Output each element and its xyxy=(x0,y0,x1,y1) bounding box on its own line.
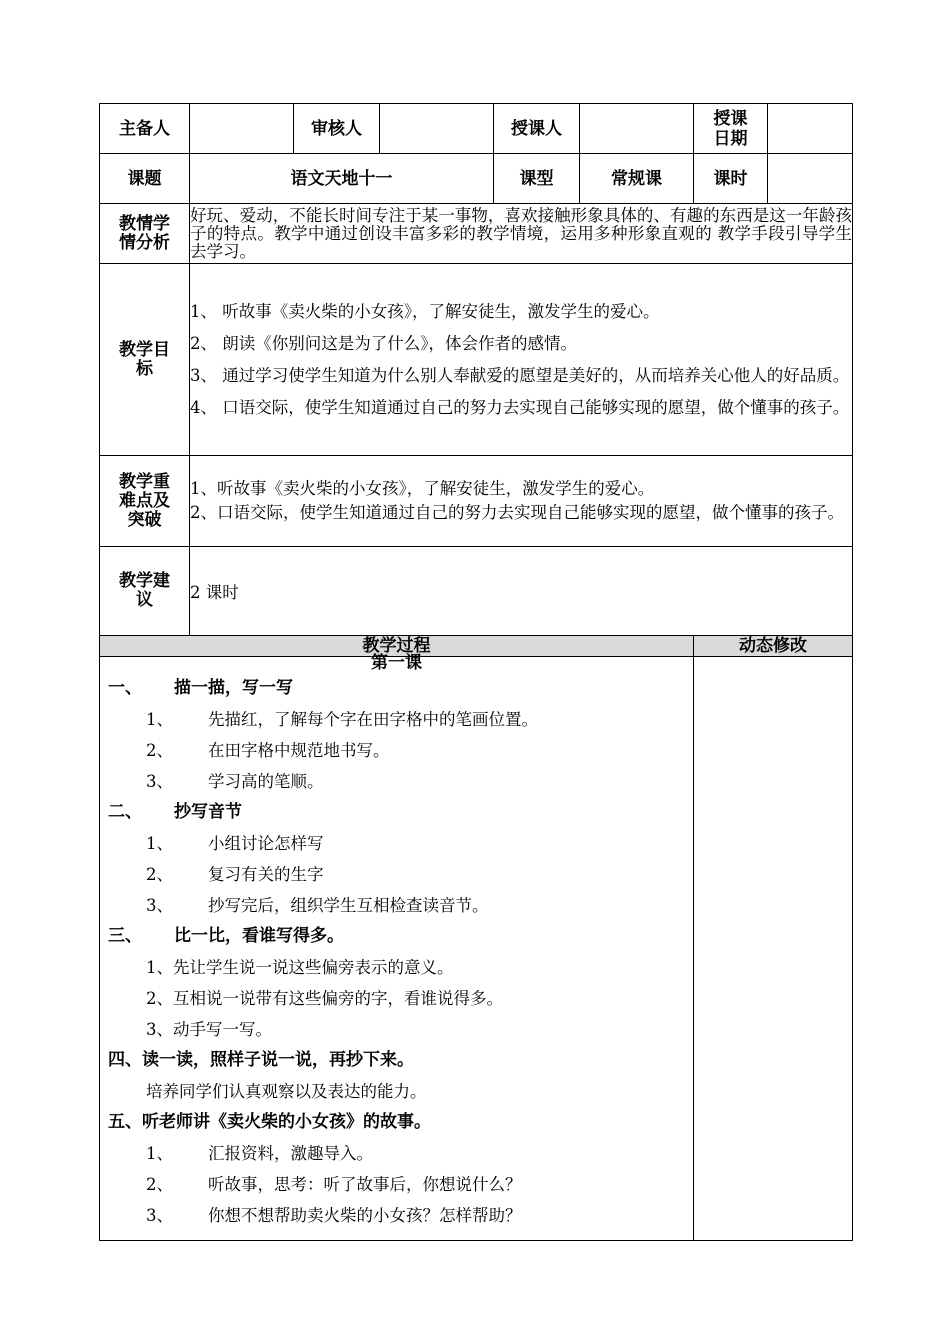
item-text: 汇报资料，激趣导入。 xyxy=(208,1144,373,1163)
difficulties-label-line1: 教学重 xyxy=(119,471,170,492)
section-heading: 五、听老师讲《卖火柴的小女孩》的故事。 xyxy=(108,1112,431,1132)
item-number: 2、 xyxy=(146,741,173,760)
process-row xyxy=(100,657,853,1241)
item-number: 1、 xyxy=(146,834,173,853)
hours-value xyxy=(768,154,853,204)
suggestion-text: 2 课时 xyxy=(190,547,853,636)
revision-content xyxy=(694,657,853,1241)
difficulties-label-line2: 难点及 xyxy=(119,490,170,511)
list-item xyxy=(108,704,685,735)
list-item xyxy=(108,766,685,797)
goals-label xyxy=(100,264,190,456)
revision-header: 动态修改 xyxy=(694,636,853,657)
list-item xyxy=(108,1138,685,1169)
suggestion-row xyxy=(100,547,853,636)
list-item: 3、动手写一写。 xyxy=(146,1020,272,1039)
difficulties-content xyxy=(190,456,853,547)
item-text: 你想不想帮助卖火柴的小女孩？怎样帮助？ xyxy=(208,1206,522,1225)
goals-content xyxy=(190,264,853,456)
goal-item: 4、 口语交际，使学生知道通过自己的努力去实现自己能够实现的愿望，做个懂事的孩子。 xyxy=(190,397,850,417)
section-number: 三、 xyxy=(108,926,142,946)
goals-label-line2: 标 xyxy=(136,358,153,379)
lesson-title: 第一课 xyxy=(371,653,422,673)
analysis-row xyxy=(100,204,853,264)
item-text: 先描红，了解每个字在田字格中的笔画位置。 xyxy=(208,710,538,729)
date-label xyxy=(694,104,768,154)
item-number: 3、 xyxy=(146,1206,173,1225)
list-item: 1、先让学生说一说这些偏旁表示的意义。 xyxy=(146,958,454,977)
date-label-line2: 日期 xyxy=(713,128,748,149)
suggestion-label-line1: 教学建 xyxy=(119,571,170,591)
suggestion-label xyxy=(100,547,190,636)
analysis-text: 好玩、爱动，不能长时间专注于某一事物，喜欢接触形象具体的、有趣的东西是这一年龄孩子的特点。教学中通过创设丰富多彩的教学情境，运用多种形象直观的 教学手段引导学生去学习。 xyxy=(190,204,853,264)
difficulty-item: 2、口语交际，使学生知道通过自己的努力去实现自己能够实现的愿望，做个懂事的孩子。 xyxy=(190,503,844,522)
list-item xyxy=(108,1169,685,1200)
type-label: 课型 xyxy=(494,154,580,204)
lead-label: 主备人 xyxy=(100,104,190,154)
hours-label: 课时 xyxy=(694,154,768,204)
list-item xyxy=(108,1200,685,1231)
lead-value xyxy=(190,104,294,154)
analysis-label xyxy=(100,204,190,264)
list-item: 2、互相说一说带有这些偏旁的字，看谁说得多。 xyxy=(146,989,503,1008)
section-heading xyxy=(108,797,685,828)
analysis-label-line2: 情分析 xyxy=(119,232,170,253)
difficulties-label xyxy=(100,456,190,547)
date-label-line1: 授课 xyxy=(713,108,748,129)
goals-row xyxy=(100,264,853,456)
course-row xyxy=(100,154,853,204)
item-text: 学习高的笔顺。 xyxy=(208,772,324,791)
goal-item: 3、 通过学习使学生知道为什么别人奉献爱的愿望是美好的，从而培养关心他人的好品质。 xyxy=(190,365,850,385)
section-note: 培养同学们认真观察以及表达的能力。 xyxy=(146,1082,427,1101)
date-value xyxy=(768,104,853,154)
topic-label: 课题 xyxy=(100,154,190,204)
analysis-label-line1: 教情学 xyxy=(119,213,170,234)
reviewer-value xyxy=(380,104,494,154)
list-item xyxy=(108,828,685,859)
section-heading xyxy=(108,673,685,704)
item-number: 2、 xyxy=(146,1175,173,1194)
section-title: 抄写音节 xyxy=(174,802,242,822)
process-content xyxy=(100,653,694,1241)
section-number: 二、 xyxy=(108,802,142,822)
goal-item: 1、 听故事《卖火柴的小女孩》，了解安徒生，激发学生的爱心。 xyxy=(190,301,660,321)
difficulties-label-line3: 突破 xyxy=(127,509,162,530)
section-heading: 四、读一读，照样子说一说，再抄下来。 xyxy=(108,1050,414,1070)
difficulty-item: 1、听故事《卖火柴的小女孩》，了解安徒生，激发学生的爱心。 xyxy=(190,479,655,498)
section-title: 描一描，写一写 xyxy=(174,678,293,698)
topic-value: 语文天地十一 xyxy=(190,154,494,204)
lesson-plan-table xyxy=(99,103,853,1241)
item-number: 3、 xyxy=(146,896,173,915)
item-text: 复习有关的生字 xyxy=(208,865,324,884)
reviewer-label: 审核人 xyxy=(294,104,380,154)
teacher-label: 授课人 xyxy=(494,104,580,154)
list-item xyxy=(108,735,685,766)
teacher-value xyxy=(580,104,694,154)
goal-item: 2、 朗读《你别问这是为了什么》，体会作者的感情。 xyxy=(190,333,577,353)
item-number: 1、 xyxy=(146,710,173,729)
process-header: 教学过程 xyxy=(100,636,694,657)
suggestion-label-line2: 议 xyxy=(136,590,153,610)
type-value: 常规课 xyxy=(580,154,694,204)
item-text: 抄写完后，组织学生互相检查读音节。 xyxy=(208,896,489,915)
header-row xyxy=(100,104,853,154)
section-heading xyxy=(108,921,685,952)
goals-label-line1: 教学目 xyxy=(119,339,170,360)
item-text: 在田字格中规范地书写。 xyxy=(208,741,390,760)
section-number: 一、 xyxy=(108,678,142,698)
item-number: 3、 xyxy=(146,772,173,791)
item-text: 听故事，思考：听了故事后，你想说什么？ xyxy=(208,1175,522,1194)
item-text: 小组讨论怎样写 xyxy=(208,834,324,853)
list-item xyxy=(108,859,685,890)
difficulties-row xyxy=(100,456,853,547)
section-title: 比一比，看谁写得多。 xyxy=(174,926,344,946)
item-number: 1、 xyxy=(146,1144,173,1163)
list-item xyxy=(108,890,685,921)
item-number: 2、 xyxy=(146,865,173,884)
